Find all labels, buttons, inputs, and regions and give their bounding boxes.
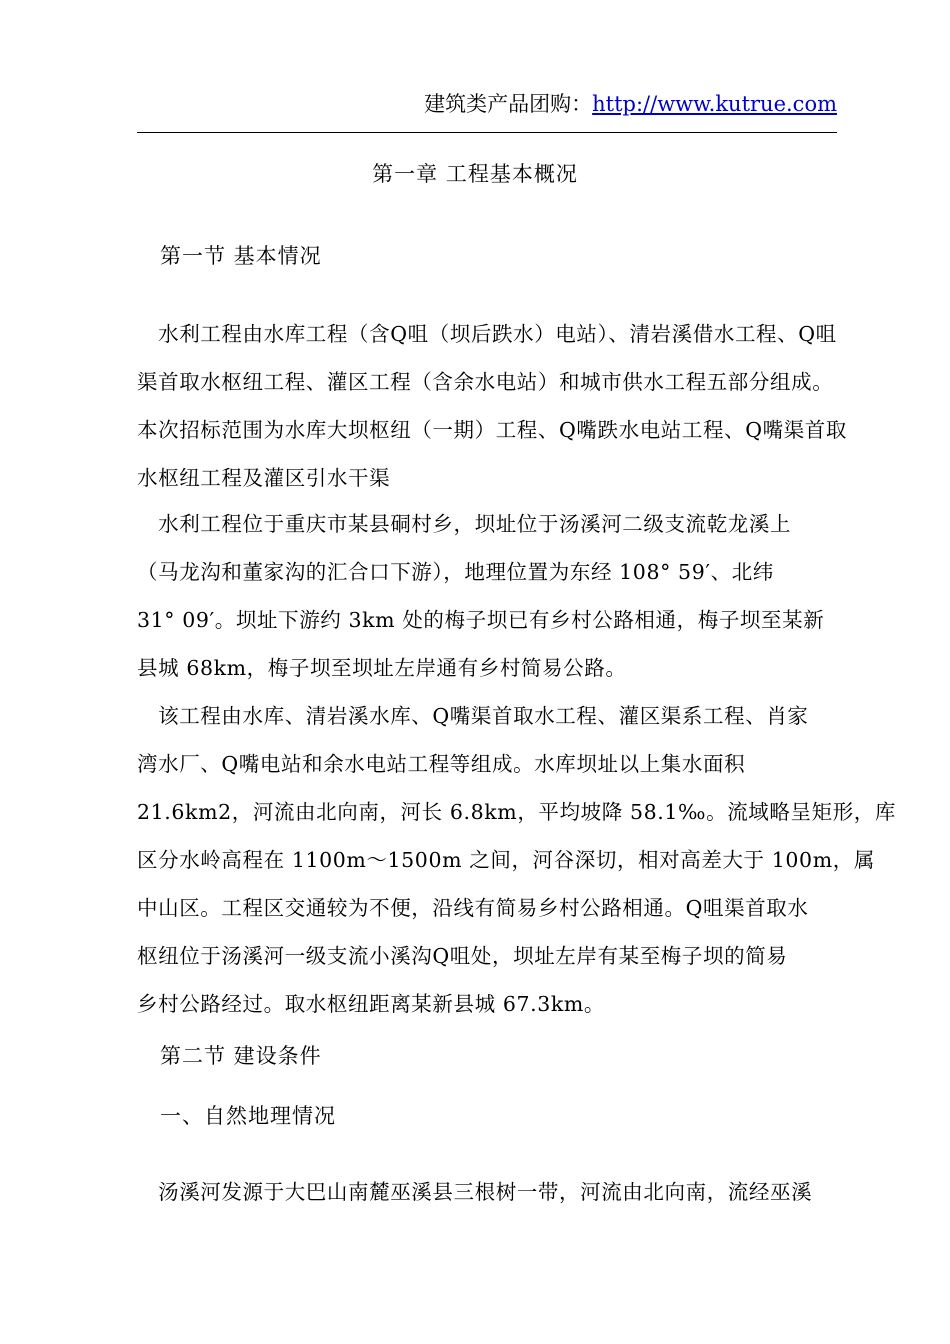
text-line: 本次招标范围为水库大坝枢纽（一期）工程、Q嘴跌水电站工程、Q嘴渠首取 [137, 418, 848, 442]
section2-title: 第二节 建设条件 [160, 1044, 322, 1068]
paragraph-2 [137, 500, 837, 692]
chapter-title: 第一章 工程基本概况 [372, 162, 578, 186]
text-line: 汤溪河发源于大巴山南麓巫溪县三根树一带，河流由北向南，流经巫溪 [137, 1180, 813, 1204]
text-line: 县城 68km，梅子坝至坝址左岸通有乡村简易公路。 [137, 656, 627, 680]
text-line: 21.6km2，河流由北向南，河长 6.8km，平均坡降 58.1‰。流域略呈矩形，库 [137, 800, 896, 824]
text-line: 该工程由水库、清岩溪水库、Q嘴渠首取水工程、灌区渠系工程、肖家 [137, 704, 809, 728]
paragraph-4 [137, 1168, 837, 1216]
text-line: 乡村公路经过。取水枢纽距离某新县城 67.3km。 [137, 992, 606, 1016]
text-line: 湾水厂、Q嘴电站和余水电站工程等组成。水库坝址以上集水面积 [137, 752, 746, 776]
text-line: 区分水岭高程在 1100m～1500m 之间，河谷深切，相对高差大于 100m，属 [137, 848, 875, 872]
subsection1-title: 一、自然地理情况 [160, 1104, 336, 1128]
page-header [137, 86, 837, 133]
header-link[interactable]: http://www.kutrue.com [592, 92, 837, 116]
header-prefix: 建筑类产品团购： [424, 92, 593, 116]
text-line: 水枢纽工程及灌区引水干渠 [137, 466, 391, 490]
paragraph-1 [137, 310, 848, 502]
section1-title: 第一节 基本情况 [160, 244, 322, 268]
paragraph-3 [137, 692, 896, 1028]
text-line: 枢纽位于汤溪河一级支流小溪沟Q咀处，坝址左岸有某至梅子坝的简易 [137, 944, 788, 968]
text-line: 水利工程由水库工程（含Q咀（坝后跌水）电站）、清岩溪借水工程、Q咀 [137, 322, 837, 346]
text-line: （马龙沟和董家沟的汇合口下游），地理位置为东经 108° 59′、北纬 [137, 560, 774, 584]
text-line: 31° 09′。坝址下游约 3km 处的梅子坝已有乡村公路相通，梅子坝至某新 [137, 608, 825, 632]
text-line: 中山区。工程区交通较为不便，沿线有简易乡村公路相通。Q咀渠首取水 [137, 896, 809, 920]
text-line: 水利工程位于重庆市某县硐村乡，坝址位于汤溪河二级支流乾龙溪上 [137, 512, 792, 536]
text-line: 渠首取水枢纽工程、灌区工程（含余水电站）和城市供水工程五部分组成。 [137, 370, 834, 394]
